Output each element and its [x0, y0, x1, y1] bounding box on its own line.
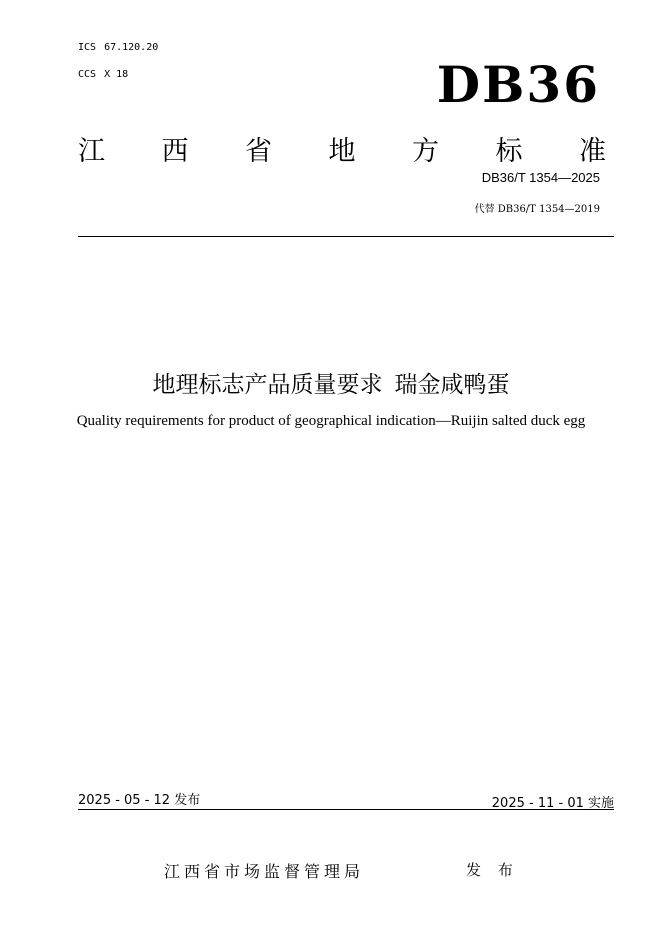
header-divider [78, 236, 614, 237]
ics-code-line [78, 42, 158, 53]
main-title-part1: 地理标志产品质量要求 [152, 372, 383, 398]
title-char: 省 [245, 136, 272, 167]
ics-label: ICS [78, 42, 97, 53]
standard-number: DB36/T 1354—2025 [481, 170, 600, 185]
ccs-code-line [78, 69, 128, 80]
standard-category-title [78, 136, 606, 168]
implementation-date: 2025 - 11 - 01 实施 [491, 796, 614, 811]
title-char: 方 [412, 136, 439, 167]
title-char: 准 [579, 136, 606, 167]
title-char: 江 [78, 136, 105, 167]
ccs-code: X 18 [104, 69, 129, 80]
title-char: 标 [495, 136, 523, 167]
main-title-part2: 瑞金咸鸭蛋 [394, 372, 510, 398]
db-logo: DB36 [436, 55, 600, 114]
main-title [0, 366, 662, 399]
title-char: 西 [161, 136, 189, 167]
replaces-note: 代替 DB36/T 1354—2019 [474, 204, 600, 215]
ccs-label: CCS [78, 69, 97, 80]
english-title: Quality requirements for product of geographical indication—Ruijin salted duck egg [76, 413, 586, 429]
issue-label: 发 布 [466, 861, 519, 879]
ics-code: 67.120.20 [104, 42, 159, 53]
title-char: 地 [328, 136, 356, 167]
issuing-authority: 江西省市场监督管理局 [164, 862, 365, 881]
issue-date: 2025 - 05 - 12 发布 [78, 793, 201, 808]
footer-divider [78, 809, 614, 810]
